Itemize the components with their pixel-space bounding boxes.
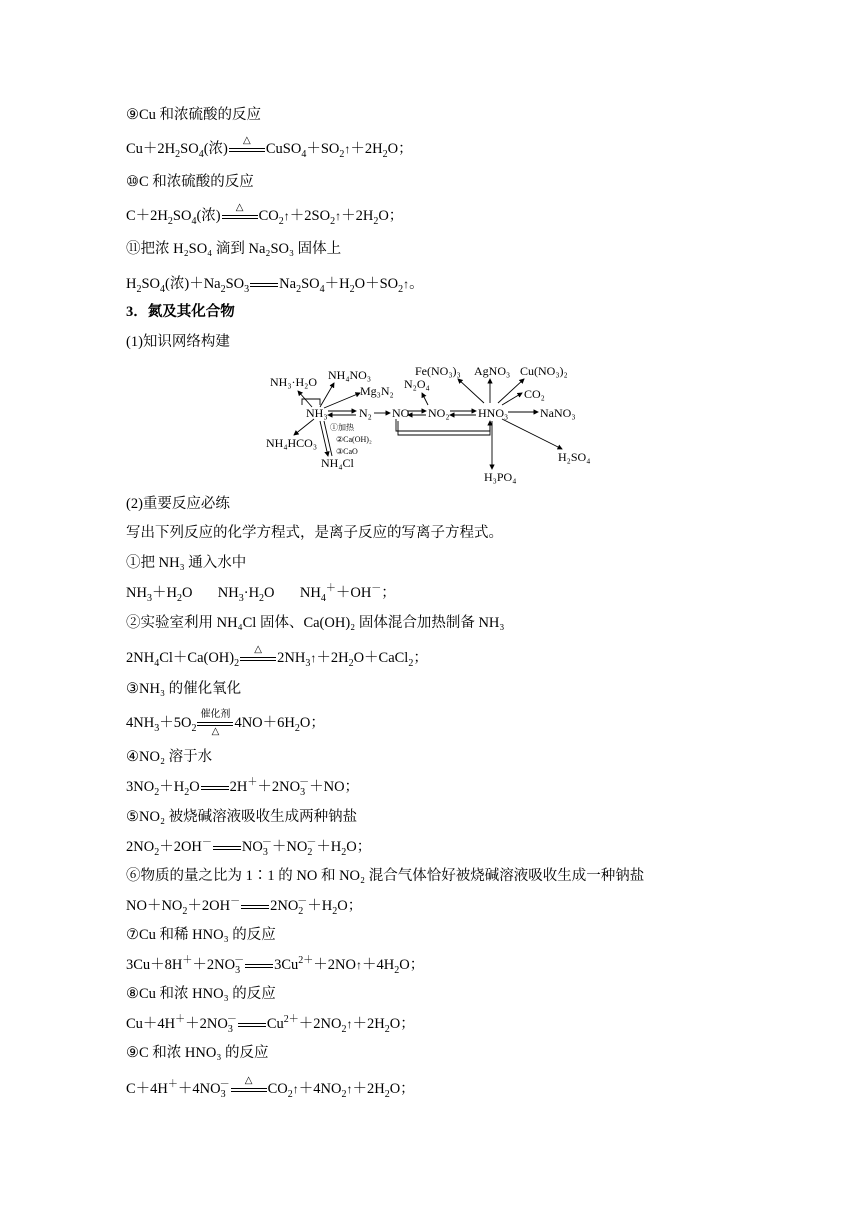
equation-c-h2so4: $C+2H_2SO_4$(浓) △ $CO_2↑+2SO_2↑+2H_2O$； — [126, 201, 404, 227]
reaction-title-no2-water: ④NO₂ 溶于水 — [126, 749, 213, 765]
reaction-title-c-h2so4: ⑩C 和浓硫酸的反应 — [126, 174, 254, 190]
subsection-knowledge-network: (1)知识网络构建 — [126, 334, 230, 350]
label-co2: CO₂ — [524, 387, 545, 401]
equation-h2so4-na2so3: $H_2SO_4$(浓)$+Na_2SO_3$ $Na_2SO_4+H_2O+SO_2↑$。 — [126, 276, 424, 295]
equation-nh3-prep: $2NH_4Cl+Ca(OH)_2$ △ $2NH_3↑+2H_2O+CaCl_2$； — [126, 643, 428, 669]
label-mg3n2: Mg₃N₂ — [360, 384, 394, 398]
label-nano3: NaNO₃ — [540, 406, 576, 420]
equation-nh3-water: $NH_3+H_2O$ $NH_3\cdot H_2O$ $NH_4^++OH^-$； — [126, 583, 396, 604]
label-cu-nitrate: Cu(NO₃)₂ — [520, 364, 568, 378]
label-h2so4: H₂SO₄ — [558, 450, 591, 464]
equation-no-no2-naoh: $NO+NO_2+2OH^-$ $2NO_2^-+H_2O$； — [126, 896, 363, 917]
heat-condition: △ — [254, 643, 262, 655]
label-nh4hco3: NH₄HCO₃ — [266, 436, 318, 450]
catalyst-condition: 催化剂 — [200, 708, 231, 720]
reaction-title-h2so4-na2so3: ⑪把浓 H₂SO₄ 滴到 Na₂SO₃ 固体上 — [126, 241, 342, 257]
label-nh3: NH₃ — [306, 406, 328, 420]
equation-cu-h2so4: $Cu+2H_2SO_4$(浓) △ $CuSO_4+SO_2↑+2H_2O$； — [126, 134, 413, 160]
reaction-title-cu-dilute-hno3: ⑦Cu 和稀 HNO₃ 的反应 — [126, 927, 276, 943]
reaction-title-c-conc-hno3: ⑨C 和浓 HNO₃ 的反应 — [126, 1045, 269, 1061]
label-n2: N₂ — [359, 406, 372, 420]
equation-cu-dilute-hno3: $3Cu+8H^++2NO_3^-$ $3Cu^{2+}+2NO↑+4H_2O$； — [126, 955, 425, 976]
reaction-title-nh3-water: ①把 NH₃ 通入水中 — [126, 555, 247, 571]
heat-condition: △ — [235, 201, 244, 213]
label-hno3: HNO₃ — [478, 406, 509, 420]
equation-cu-conc-hno3: $Cu+4H^++2NO_3^-$ $Cu^{2+}+2NO_2↑+2H_2O$； — [126, 1014, 415, 1035]
label-agno3: AgNO₃ — [474, 364, 511, 378]
heat-condition: △ — [244, 1074, 253, 1086]
label-n2o4: N₂O₄ — [404, 377, 430, 391]
reaction-title-nh3-oxidation: ③NH₃ 的催化氧化 — [126, 681, 242, 697]
label-fe-nitrate: Fe(NO₃)₃ — [415, 364, 461, 378]
condition-caoh2: ②Ca(OH)₂ — [336, 435, 372, 444]
equation-nh3-oxidation: $4NH_3+5O_2$ 催化剂 △ $4NO+6H_2O$； — [126, 708, 325, 737]
label-nh3h2o: NH₃·H₂O — [270, 375, 318, 389]
equation-no2-naoh: $2NO_2+2OH^-$ $NO_3^-+NO_2^-+H_2O$； — [126, 837, 372, 858]
condition-heat: ①加热 — [330, 423, 354, 432]
equation-no2-water: $3NO_2+H_2O$ $2H^++2NO_3^-+NO$； — [126, 777, 360, 798]
label-no: NO — [392, 406, 410, 420]
reaction-title-cu-conc-hno3: ⑧Cu 和浓 HNO₃ 的反应 — [126, 986, 276, 1002]
instruction-text: 写出下列反应的化学方程式，是离子反应的写离子方程式。 — [126, 525, 503, 541]
equation-c-conc-hno3: $C+4H^++4NO_3^-$ △ $CO_2↑+4NO_2↑+2H_2O$； — [126, 1074, 415, 1100]
reaction-title-cu-h2so4: ⑨Cu 和浓硫酸的反应 — [126, 107, 262, 123]
label-h3po4: H₃PO₄ — [484, 470, 517, 484]
reaction-title-nh3-prep: ②实验室利用 NH₄Cl 固体、Ca(OH)₂ 固体混合加热制备 NH₃ — [126, 615, 505, 631]
condition-cao: ③CaO — [336, 447, 358, 456]
nitrogen-network-diagram — [262, 361, 592, 486]
label-no2: NO₂ — [428, 406, 450, 420]
label-nh4cl: NH₄Cl — [321, 456, 354, 470]
heat-condition: △ — [243, 134, 251, 146]
label-nh4no3: NH₄NO₃ — [328, 368, 372, 382]
subsection-reactions: (2)重要反应必练 — [126, 496, 230, 512]
reaction-title-no2-naoh: ⑤NO₂ 被烧碱溶液吸收生成两种钠盐 — [126, 809, 358, 825]
heat-condition: △ — [211, 725, 220, 737]
reaction-title-no-no2-naoh: ⑥物质的量之比为 1∶1 的 NO 和 NO₂ 混合气体恰好被烧碱溶液吸收生成一种钠盐 — [126, 868, 645, 884]
section-title-nitrogen: 3．氮及其化合物 — [126, 304, 235, 320]
